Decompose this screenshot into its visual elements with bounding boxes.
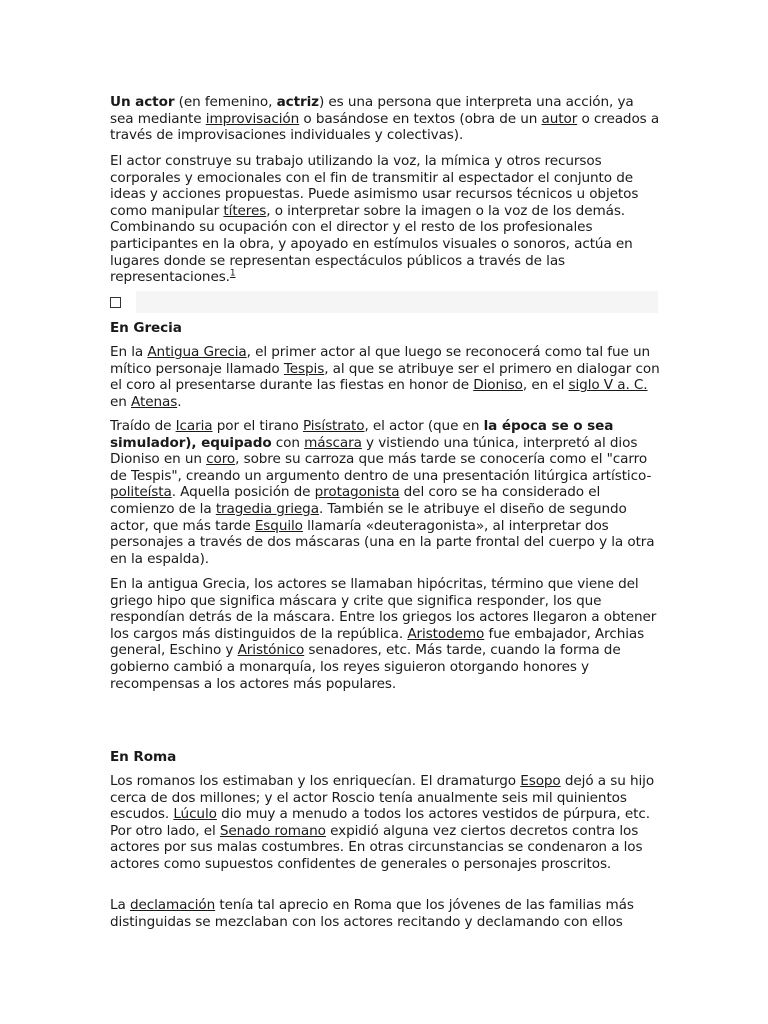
greece-heading-block	[110, 320, 660, 336]
link-titeres[interactable]: títeres	[223, 202, 267, 219]
greece-paragraph-1: En la Antigua Grecia, el primer actor al que luego se reconocerá como tal fue un mítico personaje llamado Tespis, al que se atribuye ser el primero en dialogar con el coro al presentarse durante las fiestas en honor de Dioniso, en el siglo V a. C. en Atenas.	[110, 344, 660, 410]
link-atenas[interactable]: Atenas	[131, 393, 178, 410]
link-tespis[interactable]: Tespis	[283, 360, 325, 377]
link-senado-romano[interactable]: Senado romano	[219, 822, 326, 839]
link-coro[interactable]: coro	[206, 451, 236, 468]
link-improvisacion[interactable]: improvisación	[205, 110, 300, 127]
rome-paragraph-1: Los romanos los estimaban y los enriquecían. El dramaturgo Esopo dejó a su hijo cerca de dos millones; y el actor Roscio tenía anualmente seis mil quinientos escudos. Lúculo dio muy a menudo a todos los actores vestidos de púrpura, etc. Por otro lado, el Senado romano expidió alguna vez ciertos decretos contra los actores por sus malas costumbres. En otras circunstancias se condenaron a los actores como supuestos confidentes de generales o personajes proscritos.	[110, 773, 655, 872]
actriz-term: actriz	[276, 94, 319, 110]
link-protagonista[interactable]: protagonista	[314, 484, 400, 501]
section-heading-rome: En Roma	[110, 749, 177, 765]
greece-paragraph-3-block	[110, 576, 660, 692]
link-autor[interactable]: autor	[541, 110, 578, 127]
link-esopo[interactable]: Esopo	[520, 773, 561, 789]
grey-bar	[136, 291, 658, 313]
link-tragedia-griega[interactable]: tragedia griega	[215, 500, 319, 517]
bold-phrase: la época se o sea simulador), equipado	[110, 418, 614, 451]
link-aristodemo[interactable]: Aristodemo	[407, 625, 485, 642]
link-dioniso[interactable]: Dioniso	[473, 377, 523, 394]
rome-paragraph-2: La declamación tenía tal aprecio en Roma que los jóvenes de las familias más distinguidas se mezclaban con los actores recitando y declamando con ellos	[110, 897, 634, 930]
intro-paragraph: Un actor (en femenino, actriz) es una persona que interpreta una acción, ya sea mediante improvisación o basándose en textos (obra de un autor o creados a través de improvisaciones individuales y colectivas).	[110, 94, 660, 144]
construction-paragraph: El actor construye su trabajo utilizando la voz, la mímica y otros recursos corporales y emocionales con el fin de transmitir al espectador el conjunto de ideas y acciones propuestas. Puede asimismo usar recursos técnicos u objetos como manipular títeres, o interpretar sobre la imagen o la voz de los demás. Combinando su ocupación con el director y el resto de los profesionales participantes en la obra, y apoyado en estímulos visuales o sonoros, actúa en lugares donde se representan espectáculos públicos a través de las representaciones.$^1$	[110, 153, 639, 286]
link-declamacion[interactable]: declamación	[129, 897, 216, 913]
actor-term: Un actor	[110, 94, 175, 110]
greece-paragraph-2-block	[110, 418, 660, 567]
link-mascara[interactable]: máscara	[304, 434, 362, 451]
link-luculo[interactable]: Lúculo	[173, 806, 217, 823]
link-aristonico[interactable]: Aristónico	[237, 642, 305, 659]
rome-paragraph-1-block	[110, 773, 660, 873]
link-esquilo[interactable]: Esquilo	[254, 517, 303, 534]
greece-paragraph-3: En la antigua Grecia, los actores se llamaban hipócritas, término que viene del griego hipo que significa máscara y crite que significa responder, los que respondían detrás de la máscara. Entre los griegos los actores llegaron a obtener los cargos más distinguidos de la república. Aristodemo fue embajador, Archias general, Eschino y Aristónico senadores, etc. Más tarde, cuando la forma de gobierno cambió a monarquía, los reyes siguieron otorgando honores y recompensas a los actores más populares.	[110, 576, 657, 692]
construction-section	[110, 153, 660, 286]
checkbox[interactable]	[110, 297, 121, 308]
link-icaria[interactable]: Icaria	[175, 418, 213, 434]
link-siglo[interactable]: siglo V a. C.	[568, 377, 648, 394]
intro-section	[110, 94, 660, 144]
checkbox-row	[110, 291, 658, 313]
rome-heading-block	[110, 749, 660, 765]
greece-paragraph-1-block	[110, 344, 660, 410]
greece-paragraph-2: Traído de Icaria por el tirano Pisístrato, el actor (que en la época se o sea simulador), equipado con máscara y vistiendo una túnica, interpretó al dios Dioniso en un coro, sobre su carroza que más tarde se conocería como el "carro de Tespis", creando un argumento dentro de una presentación litúrgica artístico-politeísta. Aquella posición de protagonista del coro se ha considerado el comienzo de la tragedia griega. También se le atribuye el diseño de segundo actor, que más tarde Esquilo llamaría «deuteragonista», al interpretar dos personajes a través de dos máscaras (una en la parte frontal del cuerpo y la otra en la espalda).	[110, 418, 655, 567]
rome-paragraph-2-block	[110, 897, 660, 930]
link-politeista[interactable]: politeísta	[110, 484, 172, 501]
footnote-link[interactable]: 1	[229, 268, 236, 279]
link-pisistrato[interactable]: Pisístrato	[302, 418, 365, 434]
link-antigua-grecia[interactable]: Antigua Grecia	[147, 344, 247, 360]
section-heading-greece: En Grecia	[110, 320, 182, 336]
